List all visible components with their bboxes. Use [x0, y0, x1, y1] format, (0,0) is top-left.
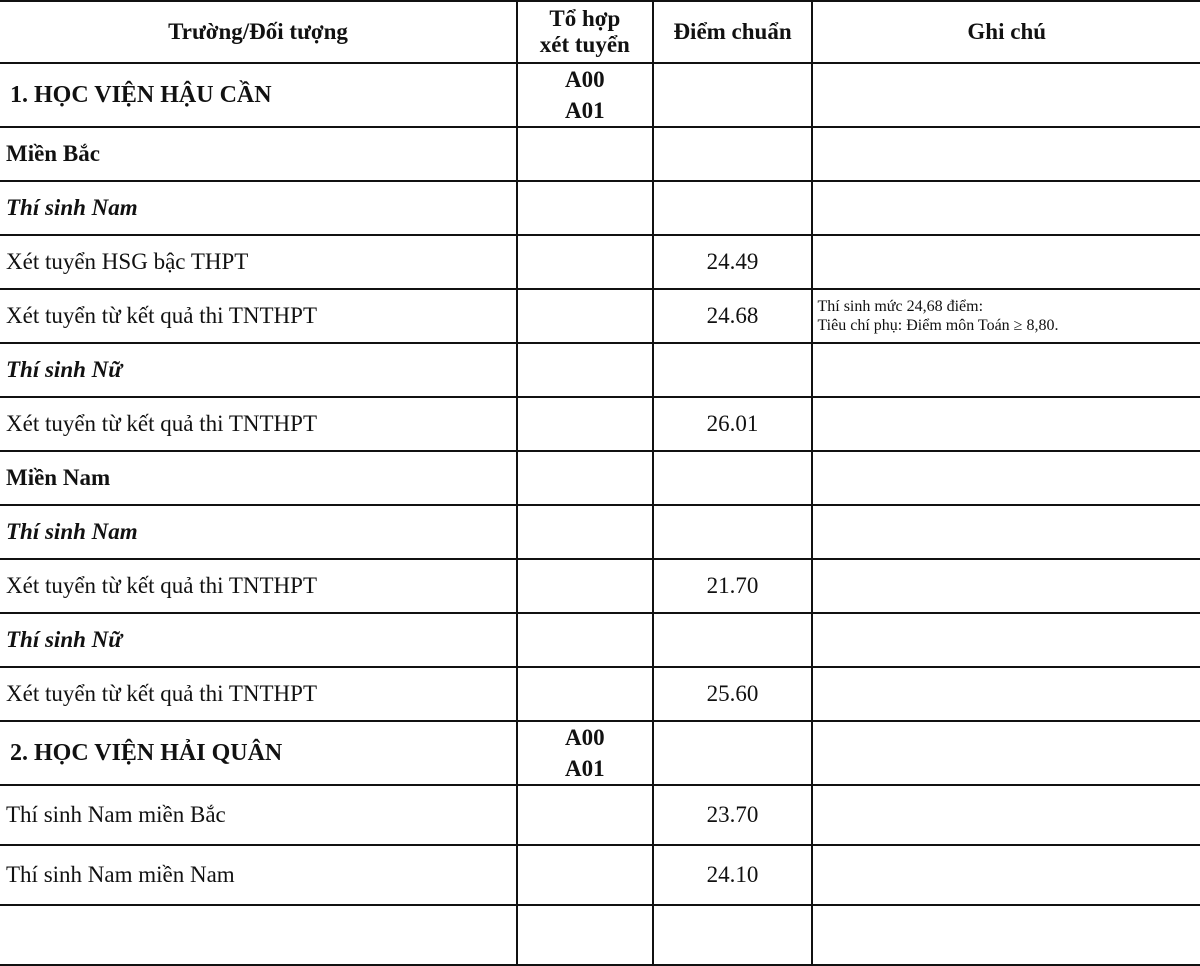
note-cell [812, 559, 1200, 613]
note-cell [812, 905, 1200, 965]
score-cell [653, 613, 813, 667]
combo-cell [517, 845, 653, 905]
note-cell [812, 845, 1200, 905]
score-cell [653, 721, 813, 785]
score-cell: 21.70 [653, 559, 813, 613]
criteria-name: Xét tuyển từ kết quả thi TNTHPT [0, 397, 517, 451]
combo-cell [517, 785, 653, 845]
table-row [0, 289, 1200, 343]
school-name: 2. HỌC VIỆN HẢI QUÂN [0, 721, 517, 785]
score-cell: 24.10 [653, 845, 813, 905]
score-cell [653, 127, 813, 181]
table-row [0, 721, 1200, 785]
table-row [0, 905, 1200, 965]
combo-cell [517, 343, 653, 397]
table-header-row [0, 1, 1200, 63]
combo-cell [517, 721, 653, 785]
criteria-name: Xét tuyển từ kết quả thi TNTHPT [0, 289, 517, 343]
score-cell: 25.60 [653, 667, 813, 721]
school-name: 1. HỌC VIỆN HẬU CẦN [0, 63, 517, 127]
score-cell [653, 451, 813, 505]
note-cell [812, 667, 1200, 721]
note-cell [812, 721, 1200, 785]
note-cell [812, 785, 1200, 845]
table-row [0, 559, 1200, 613]
table-row [0, 181, 1200, 235]
group-name: Thí sinh Nữ [0, 613, 517, 667]
combo-code: A01 [565, 756, 605, 781]
score-cell: 24.49 [653, 235, 813, 289]
combo-code: A00 [565, 67, 605, 92]
combo-cell [517, 289, 653, 343]
score-cell [653, 505, 813, 559]
note-cell [812, 63, 1200, 127]
combo-cell [517, 905, 653, 965]
combo-cell [517, 667, 653, 721]
table-row [0, 127, 1200, 181]
combo-cell [517, 127, 653, 181]
header-combo-line2: xét tuyển [539, 32, 630, 57]
criteria-name [0, 905, 517, 965]
criteria-name: Xét tuyển từ kết quả thi TNTHPT [0, 667, 517, 721]
table-row [0, 845, 1200, 905]
note-cell [812, 289, 1200, 343]
criteria-name: Thí sinh Nam miền Nam [0, 845, 517, 905]
score-cell [653, 343, 813, 397]
note-cell [812, 613, 1200, 667]
score-cell: 26.01 [653, 397, 813, 451]
score-cell [653, 905, 813, 965]
combo-cell [517, 397, 653, 451]
score-cell: 24.68 [653, 289, 813, 343]
header-score: Điểm chuẩn [653, 1, 813, 63]
header-combo [517, 1, 653, 63]
criteria-name: Xét tuyển từ kết quả thi TNTHPT [0, 559, 517, 613]
region-name: Miền Bắc [0, 127, 517, 181]
table-row [0, 785, 1200, 845]
header-note: Ghi chú [812, 1, 1200, 63]
score-cell [653, 63, 813, 127]
note-line: Tiêu chí phụ: Điểm môn Toán ≥ 8,80. [817, 317, 1059, 334]
table-row [0, 397, 1200, 451]
combo-code: A00 [565, 725, 605, 750]
table-row [0, 667, 1200, 721]
note-line: Thí sinh mức 24,68 điểm: [817, 298, 984, 315]
criteria-name: Xét tuyển HSG bậc THPT [0, 235, 517, 289]
score-cell: 23.70 [653, 785, 813, 845]
group-name: Thí sinh Nam [0, 181, 517, 235]
combo-cell [517, 451, 653, 505]
table-row [0, 343, 1200, 397]
criteria-name: Thí sinh Nam miền Bắc [0, 785, 517, 845]
note-cell [812, 343, 1200, 397]
combo-cell [517, 181, 653, 235]
group-name: Thí sinh Nam [0, 505, 517, 559]
table-row [0, 451, 1200, 505]
note-cell [812, 505, 1200, 559]
header-name: Trường/Đối tượng [0, 1, 517, 63]
region-name: Miền Nam [0, 451, 517, 505]
note-cell [812, 397, 1200, 451]
combo-code: A01 [565, 98, 605, 123]
note-cell [812, 181, 1200, 235]
combo-cell [517, 559, 653, 613]
combo-cell [517, 235, 653, 289]
score-cell [653, 181, 813, 235]
table-row [0, 63, 1200, 127]
table-row [0, 505, 1200, 559]
combo-cell [517, 505, 653, 559]
combo-cell [517, 613, 653, 667]
note-cell [812, 127, 1200, 181]
combo-cell [517, 63, 653, 127]
table-row [0, 613, 1200, 667]
table-row [0, 235, 1200, 289]
note-cell [812, 451, 1200, 505]
group-name: Thí sinh Nữ [0, 343, 517, 397]
note-cell [812, 235, 1200, 289]
header-combo-line1: Tổ hợp [549, 6, 621, 31]
